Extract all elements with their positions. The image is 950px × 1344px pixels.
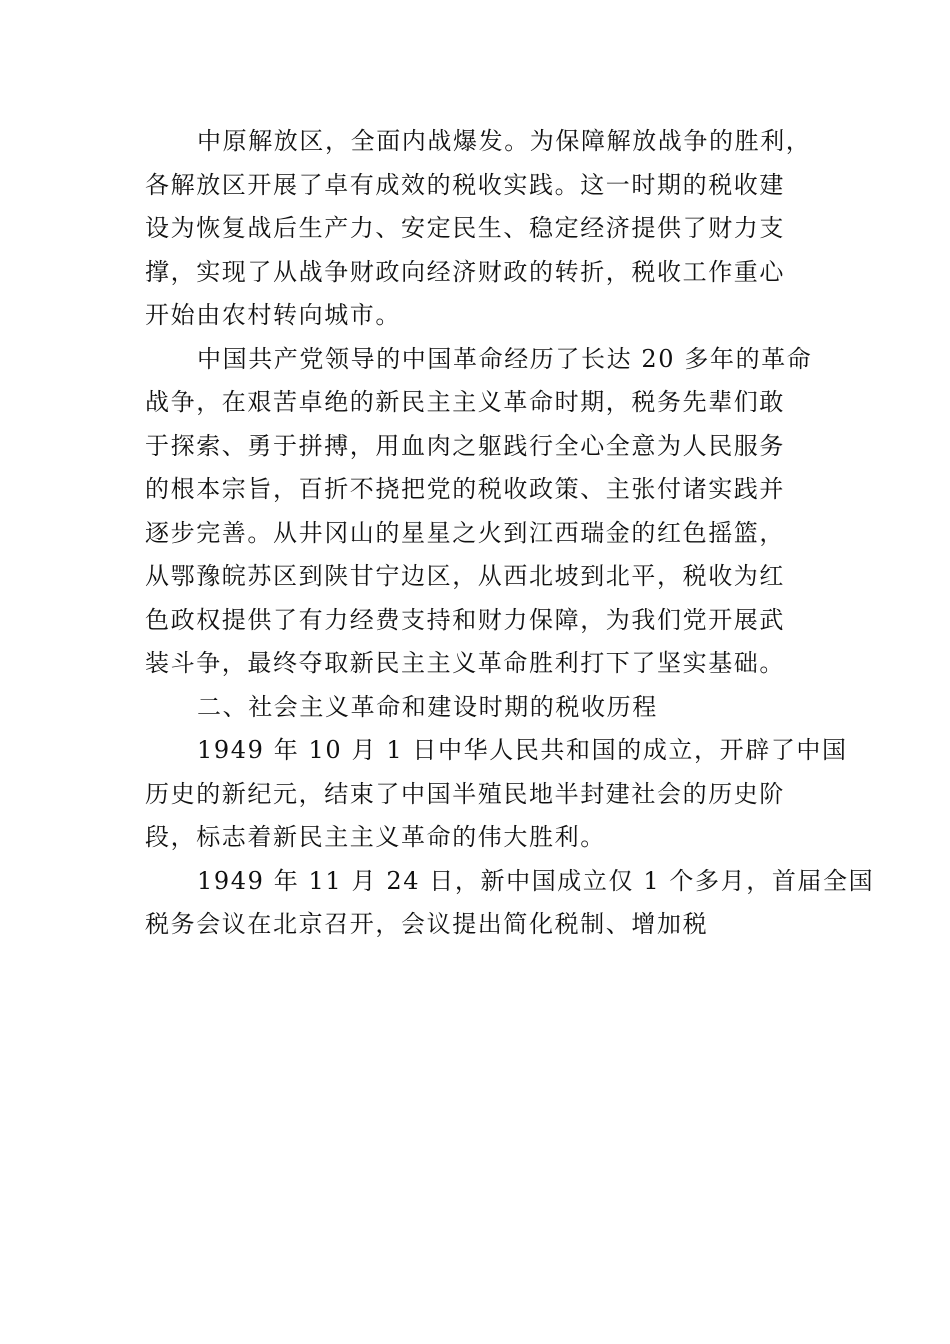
paragraph-line: 战争，在艰苦卓绝的新民主主义革命时期，税务先辈们敢: [145, 388, 785, 416]
paragraph-line: 各解放区开展了卓有成效的税收实践。这一时期的税收建: [145, 170, 785, 199]
paragraph-line: 于探索、勇于拼搏，用血肉之躯践行全心全意为人民服务: [145, 431, 785, 460]
paragraph-line: 1949 年 10 月 1 日中华人民共和国的成立，开辟了中国: [197, 736, 848, 764]
paragraph-line: 中原解放区，全面内战爆发。为保障解放战争的胜利，: [197, 127, 812, 155]
paragraph-line: 1949 年 11 月 24 日，新中国成立仅 1 个多月，首届全国: [197, 866, 875, 895]
paragraph-line: 设为恢复战后生产力、安定民生、稳定经济提供了财力支: [145, 214, 785, 242]
paragraph-line: 装斗争，最终夺取新民主主义革命胜利打下了坚实基础。: [145, 649, 785, 677]
paragraph-line: 中国共产党领导的中国革命经历了长达 20 多年的革命: [197, 344, 813, 373]
document-body: [145, 120, 875, 947]
paragraph-line: 逐步完善。从井冈山的星星之火到江西瑞金的红色摇篮，: [145, 518, 785, 547]
paragraph-line: 段，标志着新民主主义革命的伟大胜利。: [145, 823, 606, 851]
paragraph-line: 的根本宗旨，百折不挠把党的税收政策、主张付诸实践并: [145, 475, 785, 503]
paragraph-line: 从鄂豫皖苏区到陕甘宁边区，从西北坡到北平，税收为红: [145, 562, 785, 590]
paragraph-line: 色政权提供了有力经费支持和财力保障，为我们党开展武: [145, 605, 785, 634]
paragraph-line: 开始由农村转向城市。: [145, 301, 401, 329]
paragraph-line: 撑，实现了从战争财政向经济财政的转折，税收工作重心: [145, 257, 785, 286]
paragraph-line: 税务会议在北京召开，会议提出简化税制、增加税: [145, 910, 709, 938]
section-heading: 二、社会主义革命和建设时期的税收历程: [197, 692, 658, 721]
paragraph-line: 历史的新纪元，结束了中国半殖民地半封建社会的历史阶: [145, 779, 785, 808]
